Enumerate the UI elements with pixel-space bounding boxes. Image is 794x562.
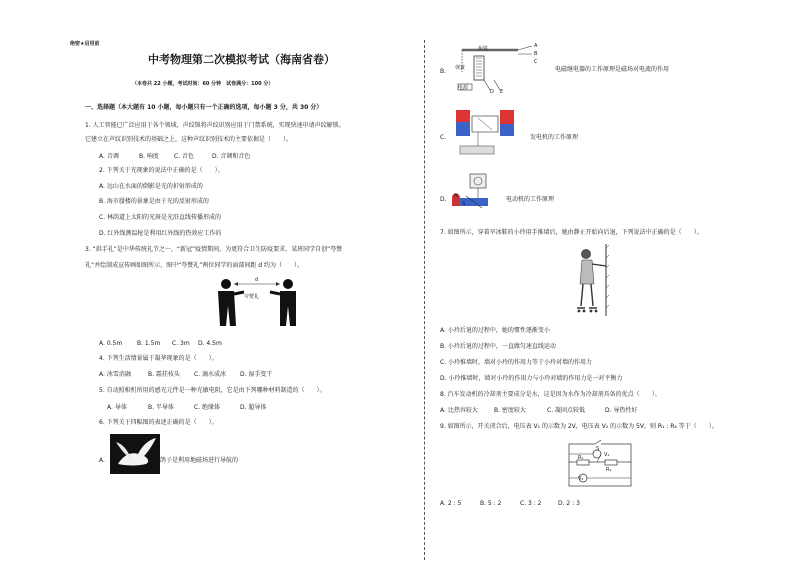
- q4-option-a: A. 冰雪消融: [99, 371, 131, 378]
- q6-option-c-text: 发电机的工作原理: [530, 134, 579, 141]
- q4-option-c: C. 滴水成冰: [194, 371, 227, 378]
- q6-option-a-text: 鸽子是利用地磁场进行导航的: [160, 457, 239, 464]
- q4-stem: 4. 下列生活情景属于凝华现象的是（ ）。: [99, 355, 218, 362]
- circuit-r1-label: R₁: [578, 455, 584, 461]
- q4-option-d: D. 湿手变干: [240, 371, 273, 378]
- q2-option-c: C. 林荫道上太阳的光斑是光沿直线传播形成的: [99, 214, 222, 221]
- q6-label-d: D.: [440, 196, 447, 203]
- q9-option-c: C. 3 : 2: [520, 500, 542, 507]
- q3-line2: 礼”并绘制成宣传画如图所示，图中“夸赞礼”两位同学的面部间距 d 约为（ ）。: [85, 262, 303, 269]
- secret-mark: 绝密★启用前: [70, 41, 100, 47]
- q5-stem: 5. 自动照相机所用的感光元件是一种光敏电阻，它是由下列哪种材料制造的（ ）。: [99, 387, 326, 394]
- q6-option-d-text: 电动机的工作原理: [506, 196, 555, 203]
- q3-option-d: D. 4.5m: [198, 340, 222, 347]
- distance-label: d: [255, 277, 259, 283]
- q7-option-c: C. 小玲推墙时，墙对小玲的作用力等于小玲对墙的作用力: [440, 359, 593, 366]
- circuit-s-label: S: [596, 446, 600, 452]
- skater-figure: [570, 244, 610, 318]
- q2-option-d: D. 红外线测温枪是利用红外线的热效应工作的: [99, 230, 222, 237]
- generator-figure: [448, 104, 518, 160]
- q3-option-b: B. 1.5m: [137, 340, 161, 347]
- q3-option-c: C. 3m: [172, 340, 190, 347]
- q6-label-a: A.: [99, 457, 105, 464]
- q8-stem: 8. 汽车发动机的冷却剂主要成分是水，这是因为水作为冷却剂具备的优点（ ）。: [440, 391, 661, 398]
- q6-label-b: B.: [440, 68, 447, 75]
- greeting-figure: [212, 276, 304, 334]
- relay-e-label: E: [500, 89, 504, 95]
- q8-option-d: D. 导热性好: [605, 407, 638, 414]
- q7-option-b: B. 小玲后退的过程中，一直做匀速直线运动: [440, 343, 556, 350]
- q9-option-d: D. 2 : 3: [558, 500, 580, 507]
- motor-n-label: N: [454, 193, 458, 199]
- q6-option-b-text: 电磁继电器的工作原理是磁场对电流的作用: [555, 66, 670, 73]
- q7-option-a: A. 小玲后退的过程中，她的惯性逐渐变小: [440, 327, 550, 334]
- relay-d-label: D: [490, 89, 494, 95]
- q9-option-a: A. 2 : 5: [440, 500, 462, 507]
- circuit-v1-label: V₁: [604, 452, 610, 458]
- greeting-label: 夸赞礼: [244, 294, 260, 300]
- relay-armature-label: 衔铁: [478, 46, 489, 52]
- q3-option-a: A. 0.5m: [99, 340, 123, 347]
- q4-option-b: B. 霜挂枝头: [148, 371, 180, 378]
- q9-option-b: B. 5 : 2: [480, 500, 502, 507]
- motor-figure: [448, 170, 500, 212]
- dove-photo: [110, 434, 160, 474]
- q1-option-d: D. 音调和音色: [212, 153, 251, 160]
- q5-option-d: D. 超导体: [240, 404, 267, 411]
- page-subtitle: （本卷共 22 小题，考试时间：60 分钟 试卷满分：100 分）: [132, 81, 274, 87]
- q1-option-a: A. 音调: [99, 153, 119, 160]
- q1-line1: 1. 人工智能已广泛应用于各个领域，声纹锁将声纹识别应用于门禁系统，实现快速申请声纹解锁。: [85, 122, 345, 129]
- section-heading: 一、选择题（本大题有 10 小题，每小题只有一个正确的选项，每小题 3 分，共 30 分）: [85, 104, 323, 111]
- q1-line2: 它建立在声纹识别技术的基础之上，这种声纹识别技术的主要依据是（ ）。: [85, 136, 293, 143]
- q7-stem: 7. 如图所示，穿着旱冰鞋的小玲用手推墙后，她由静止开始向后退，下列说法中正确的是（ ）。: [440, 229, 703, 236]
- q2-option-a: A. 远山在水面的倒影是光的折射形成的: [99, 183, 203, 190]
- column-divider: [424, 40, 425, 560]
- q5-option-a: A. 导体: [107, 404, 127, 411]
- q1-option-b: B. 响度: [139, 153, 159, 160]
- q2-stem: 2. 下列关于光现象的说法中正确的是（ ）。: [99, 167, 224, 174]
- circuit-figure: [565, 440, 635, 492]
- q8-option-b: B. 密度较大: [494, 407, 526, 414]
- circuit-r2-label: R₂: [606, 467, 612, 473]
- q5-option-c: C. 绝缘体: [194, 404, 221, 411]
- relay-c-label: C: [534, 59, 538, 65]
- relay-b-label: B: [534, 51, 538, 57]
- motor-s-label: S: [462, 201, 466, 207]
- relay-spring-label: 弹簧: [455, 65, 466, 71]
- q2-option-b: B. 海市蜃楼的景象是由于光的反射形成的: [99, 198, 209, 205]
- q5-option-b: B. 半导体: [148, 404, 174, 411]
- circuit-v2-label: V₂: [578, 476, 584, 482]
- page-title: 中考物理第二次模拟考试（海南省卷）: [148, 53, 335, 66]
- q8-option-a: A. 比热容较大: [440, 407, 478, 414]
- q1-option-c: C. 音色: [174, 153, 195, 160]
- q6-stem: 6. 下列关于四幅图的表述正确的是（ ）。: [99, 419, 218, 426]
- q7-option-d: D. 小玲推墙时，墙对小玲的作用力与小玲对墙的作用力是一对平衡力: [440, 375, 623, 382]
- q8-option-c: C. 凝固点较低: [547, 407, 586, 414]
- q9-stem: 9. 如图所示，开关闭合后，电压表 V₁ 的示数为 2V，电压表 V₂ 的示数为 5V，则 R₁ : R₂ 等于（ ）。: [440, 423, 718, 430]
- q6-label-c: C.: [440, 134, 447, 141]
- relay-a-label: A: [534, 43, 538, 49]
- q3-line1: 3. “拱手礼”是中华传统礼节之一，“新冠”疫情期间，为更符合卫生防疫要求，某班同学自创“夸赞: [85, 246, 343, 253]
- relay-power-label: 电源: [458, 85, 469, 91]
- dove-icon: [110, 434, 160, 474]
